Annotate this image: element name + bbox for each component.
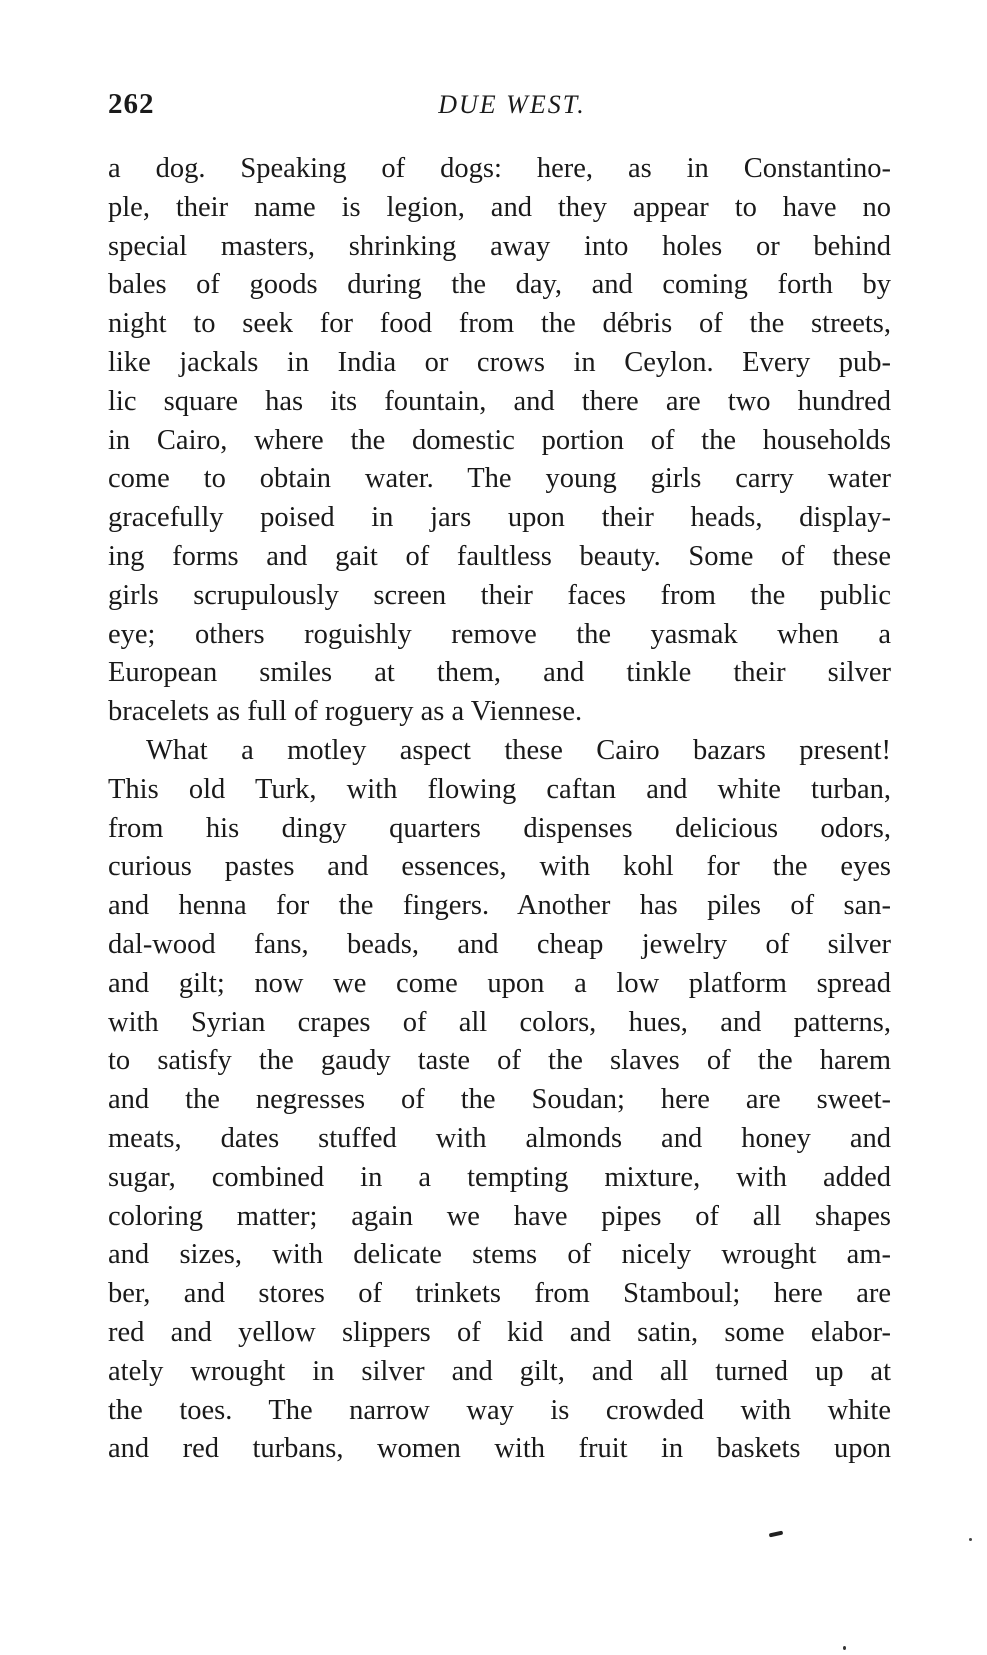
- text-line: come to obtain water. The young girls carry water: [108, 463, 891, 495]
- ink-speck: [769, 1531, 784, 1538]
- text-line: European smiles at them, and tinkle their silver: [108, 657, 891, 689]
- text-line: and sizes, with delicate stems of nicely wrought am-: [108, 1239, 891, 1271]
- text-line: dal-wood fans, beads, and cheap jewelry of silver: [108, 928, 891, 960]
- text-line: coloring matter; again we have pipes of all shapes: [108, 1200, 891, 1232]
- text-line: red and yellow slippers of kid and satin, some elabor-: [108, 1316, 891, 1348]
- text-line: the toes. The narrow way is crowded with white: [108, 1394, 891, 1426]
- text-line: in Cairo, where the domestic portion of the households: [108, 424, 891, 456]
- text-line: to satisfy the gaudy taste of the slaves of the harem: [108, 1045, 891, 1077]
- text-line: What a motley aspect these Cairo bazars present!: [146, 734, 891, 766]
- text-line: from his dingy quarters dispenses delicious odors,: [108, 812, 891, 844]
- text-line: sugar, combined in a tempting mixture, with added: [108, 1161, 891, 1193]
- text-line: and gilt; now we come upon a low platform spread: [108, 967, 891, 999]
- text-line: ber, and stores of trinkets from Stamboul; here are: [108, 1278, 891, 1310]
- text-line: with Syrian crapes of all colors, hues, and patterns,: [108, 1006, 891, 1038]
- text-line: and the negresses of the Soudan; here are sweet-: [108, 1084, 891, 1116]
- page-number: 262: [108, 88, 155, 120]
- text-line: bales of goods during the day, and coming forth by: [108, 269, 891, 301]
- text-line: a dog. Speaking of dogs: here, as in Constantino-: [108, 153, 891, 184]
- text-line: ple, their name is legion, and they appear to have no: [108, 191, 891, 223]
- text-line: special masters, shrinking away into holes or behind: [108, 230, 891, 262]
- body-text: [108, 150, 891, 1469]
- text-line: and red turbans, women with fruit in baskets upon: [108, 1433, 891, 1465]
- text-line: curious pastes and essences, with kohl for the eyes: [108, 851, 891, 883]
- paragraph-2: [108, 732, 891, 1469]
- text-line: lic square has its fountain, and there are two hundred: [108, 385, 891, 417]
- running-head: [108, 88, 888, 128]
- text-line: bracelets as full of roguery as a Viennese.: [108, 696, 583, 728]
- text-line: and henna for the fingers. Another has piles of san-: [108, 890, 891, 922]
- text-line: meats, dates stuffed with almonds and honey and: [108, 1122, 891, 1154]
- text-line: ately wrought in silver and gilt, and all turned up at: [108, 1355, 891, 1387]
- paragraph-1: [108, 150, 891, 732]
- text-line: eye; others roguishly remove the yasmak when a: [108, 618, 891, 650]
- running-title: DUE WEST.: [438, 90, 586, 119]
- text-line: like jackals in India or crows in Ceylon. Every pub-: [108, 346, 891, 378]
- ink-speck: [969, 1538, 972, 1541]
- text-line: girls scrupulously screen their faces from the public: [108, 579, 891, 611]
- text-line: gracefully poised in jars upon their heads, display-: [108, 502, 891, 534]
- text-line: ing forms and gait of faultless beauty. Some of these: [108, 540, 891, 572]
- text-line: This old Turk, with flowing caftan and white turban,: [108, 773, 891, 805]
- ink-speck: [843, 1646, 846, 1650]
- text-line: night to seek for food from the débris of the streets,: [108, 308, 891, 340]
